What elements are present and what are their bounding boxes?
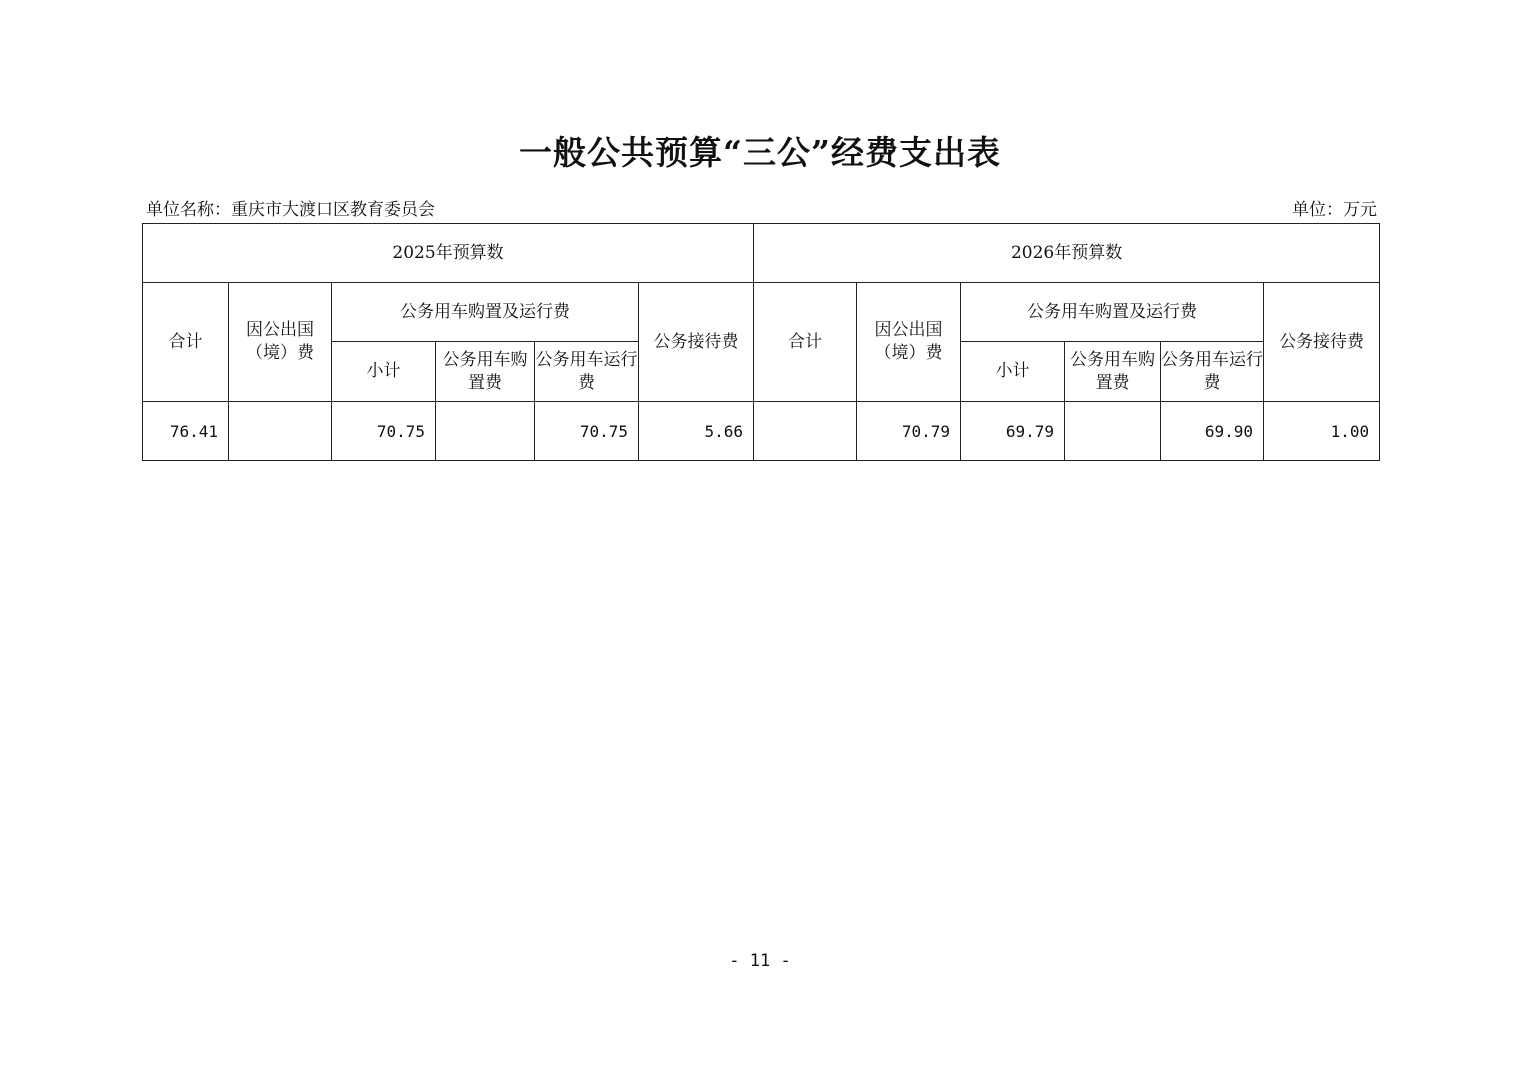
cell-abroad-2025 — [229, 402, 332, 461]
page-number: - 11 - — [729, 951, 791, 971]
group-header-2025: 2025年预算数 — [143, 224, 754, 283]
cell-subtotal-2025: 70.75 — [332, 402, 436, 461]
table-header-row-years — [143, 224, 1380, 283]
cell-vehicle-operation-2025: 70.75 — [535, 402, 639, 461]
header-subtotal-2026: 小计 — [961, 342, 1065, 402]
unit-name-label: 单位名称：重庆市大渡口区教育委员会 — [146, 200, 435, 220]
table-row — [143, 402, 1380, 461]
header-vehicle-group-2026: 公务用车购置及运行费 — [961, 283, 1264, 342]
cell-reception-2026: 1.00 — [1264, 402, 1380, 461]
cell-vehicle-purchase-2025 — [436, 402, 535, 461]
header-vehicle-operation-2026: 公务用车运行费 — [1161, 342, 1264, 402]
unit-label: 单位：万元 — [1292, 200, 1377, 220]
cell-subtotal-2026: 69.79 — [961, 402, 1065, 461]
cell-reception-2025: 5.66 — [639, 402, 754, 461]
table-header-row-categories — [143, 283, 1380, 342]
header-vehicle-purchase-2025: 公务用车购置费 — [436, 342, 535, 402]
budget-table — [142, 223, 1380, 461]
header-vehicle-purchase-2026: 公务用车购置费 — [1065, 342, 1161, 402]
header-subtotal-2025: 小计 — [332, 342, 436, 402]
header-vehicle-group-2025: 公务用车购置及运行费 — [332, 283, 639, 342]
cell-abroad-2026: 70.79 — [857, 402, 961, 461]
header-reception-2025: 公务接待费 — [639, 283, 754, 402]
header-vehicle-operation-2025: 公务用车运行费 — [535, 342, 639, 402]
header-total-2025: 合计 — [143, 283, 229, 402]
header-abroad-2026: 因公出国（境）费 — [857, 283, 961, 402]
page-title: 一般公共预算“三公”经费支出表 — [519, 133, 1001, 172]
header-total-2026: 合计 — [754, 283, 857, 402]
cell-total-2026 — [754, 402, 857, 461]
header-reception-2026: 公务接待费 — [1264, 283, 1380, 402]
cell-vehicle-purchase-2026 — [1065, 402, 1161, 461]
header-abroad-2025: 因公出国（境）费 — [229, 283, 332, 402]
cell-vehicle-operation-2026: 69.90 — [1161, 402, 1264, 461]
cell-total-2025: 76.41 — [143, 402, 229, 461]
group-header-2026: 2026年预算数 — [754, 224, 1380, 283]
